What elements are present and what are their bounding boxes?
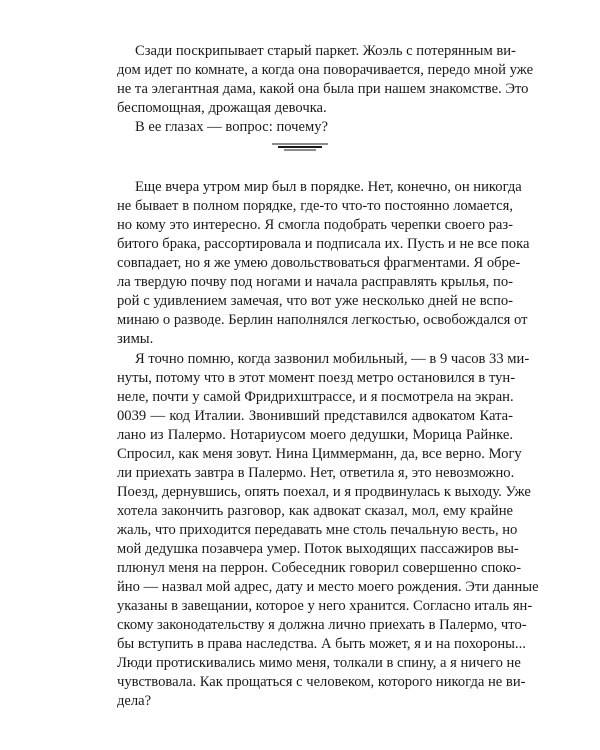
text-line: нуты, потому что в этот момент поезд метро остановился в тун-	[117, 370, 516, 386]
text-line: лано из Палермо. Нотариусом моего дедушки, Морица Райнке.	[117, 427, 513, 443]
section-divider-ornament	[272, 139, 328, 157]
text-line: зимы.	[117, 331, 154, 347]
text-line: Я точно помню, когда зазвонил мобильный, — в 9 часов 33 ми-	[135, 351, 530, 367]
text-line: но кому это интересно. Я смогла подобрать черепки своего раз-	[117, 217, 513, 233]
text-line: рой с удивлением замечая, что вот уже несколько дней не вспо-	[117, 293, 513, 309]
text-line: беспомощная, дрожащая девочка.	[117, 100, 327, 116]
text-line: Еще вчера утром мир был в порядке. Нет, конечно, он никогда	[135, 179, 522, 195]
text-line: битого брака, рассортировала и подписала их. Пусть и не все пока	[117, 236, 530, 252]
text-line: ла твердую почву под ногами и начала расправлять крылья, по-	[117, 274, 513, 290]
text-line: В ее глазах — вопрос: почему?	[135, 119, 329, 135]
text-line: Люди протискивались мимо меня, толкали в спину, а я ничего не	[117, 655, 521, 671]
text-line: не бывает в полном порядке, где-то что-то постоянно ломается,	[117, 198, 513, 214]
text-line: не та элегантная дама, какой она была при нашем знакомстве. Это	[117, 81, 529, 97]
text-line: хотела закончить разговор, как адвокат сказал, мол, ему крайне	[117, 503, 513, 519]
text-line: чувствовала. Как прощаться с человеком, которого никогда не ви-	[117, 674, 526, 690]
text-line: дом идет по комнате, а когда она поворачивается, передо мной уже	[117, 62, 534, 78]
text-line: 0039 — код Италии. Звонивший представился адвокатом Ката-	[117, 408, 513, 424]
text-line: дела?	[117, 693, 152, 709]
text-line: указаны в завещании, которое у него хранится. Согласно италь ян-	[117, 598, 533, 614]
text-line: мой дедушка позавчера умер. Поток выходящих пассажиров вы-	[117, 541, 519, 557]
text-line: плюнул меня на перрон. Собеседник говорил совершенно споко-	[117, 560, 522, 576]
text-line: минаю о разводе. Берлин наполнялся легкостью, освобождался от	[117, 312, 528, 328]
text-line: Спросил, как меня зовут. Нина Циммерманн, да, все верно. Могу	[117, 446, 522, 462]
text-line: скому законодательству я должна лично приехать в Палермо, что-	[117, 617, 527, 633]
text-line: жаль, что приходится передавать мне столь печальную весть, но	[117, 522, 518, 538]
text-line: Поезд, дернувшись, опять поехал, и я продвинулась к выходу. Уже	[117, 484, 531, 500]
text-line: совпадает, но я же умею довольствоваться фрагментами. Я обре-	[117, 255, 521, 271]
text-line: ли приехать завтра в Палермо. Нет, ответила я, это невозможно.	[117, 465, 515, 481]
text-line: йно — назвал мой адрес, дату и место моего рождения. Эти данные	[117, 579, 539, 595]
text-line: Сзади поскрипывает старый паркет. Жоэль с потерянным ви-	[135, 43, 516, 59]
text-line: неле, почти у самой Фридрихштрассе, и я посмотрела на экран.	[117, 389, 514, 405]
text-line: бы вступить в права наследства. А быть может, я и на похороны...	[117, 636, 526, 652]
